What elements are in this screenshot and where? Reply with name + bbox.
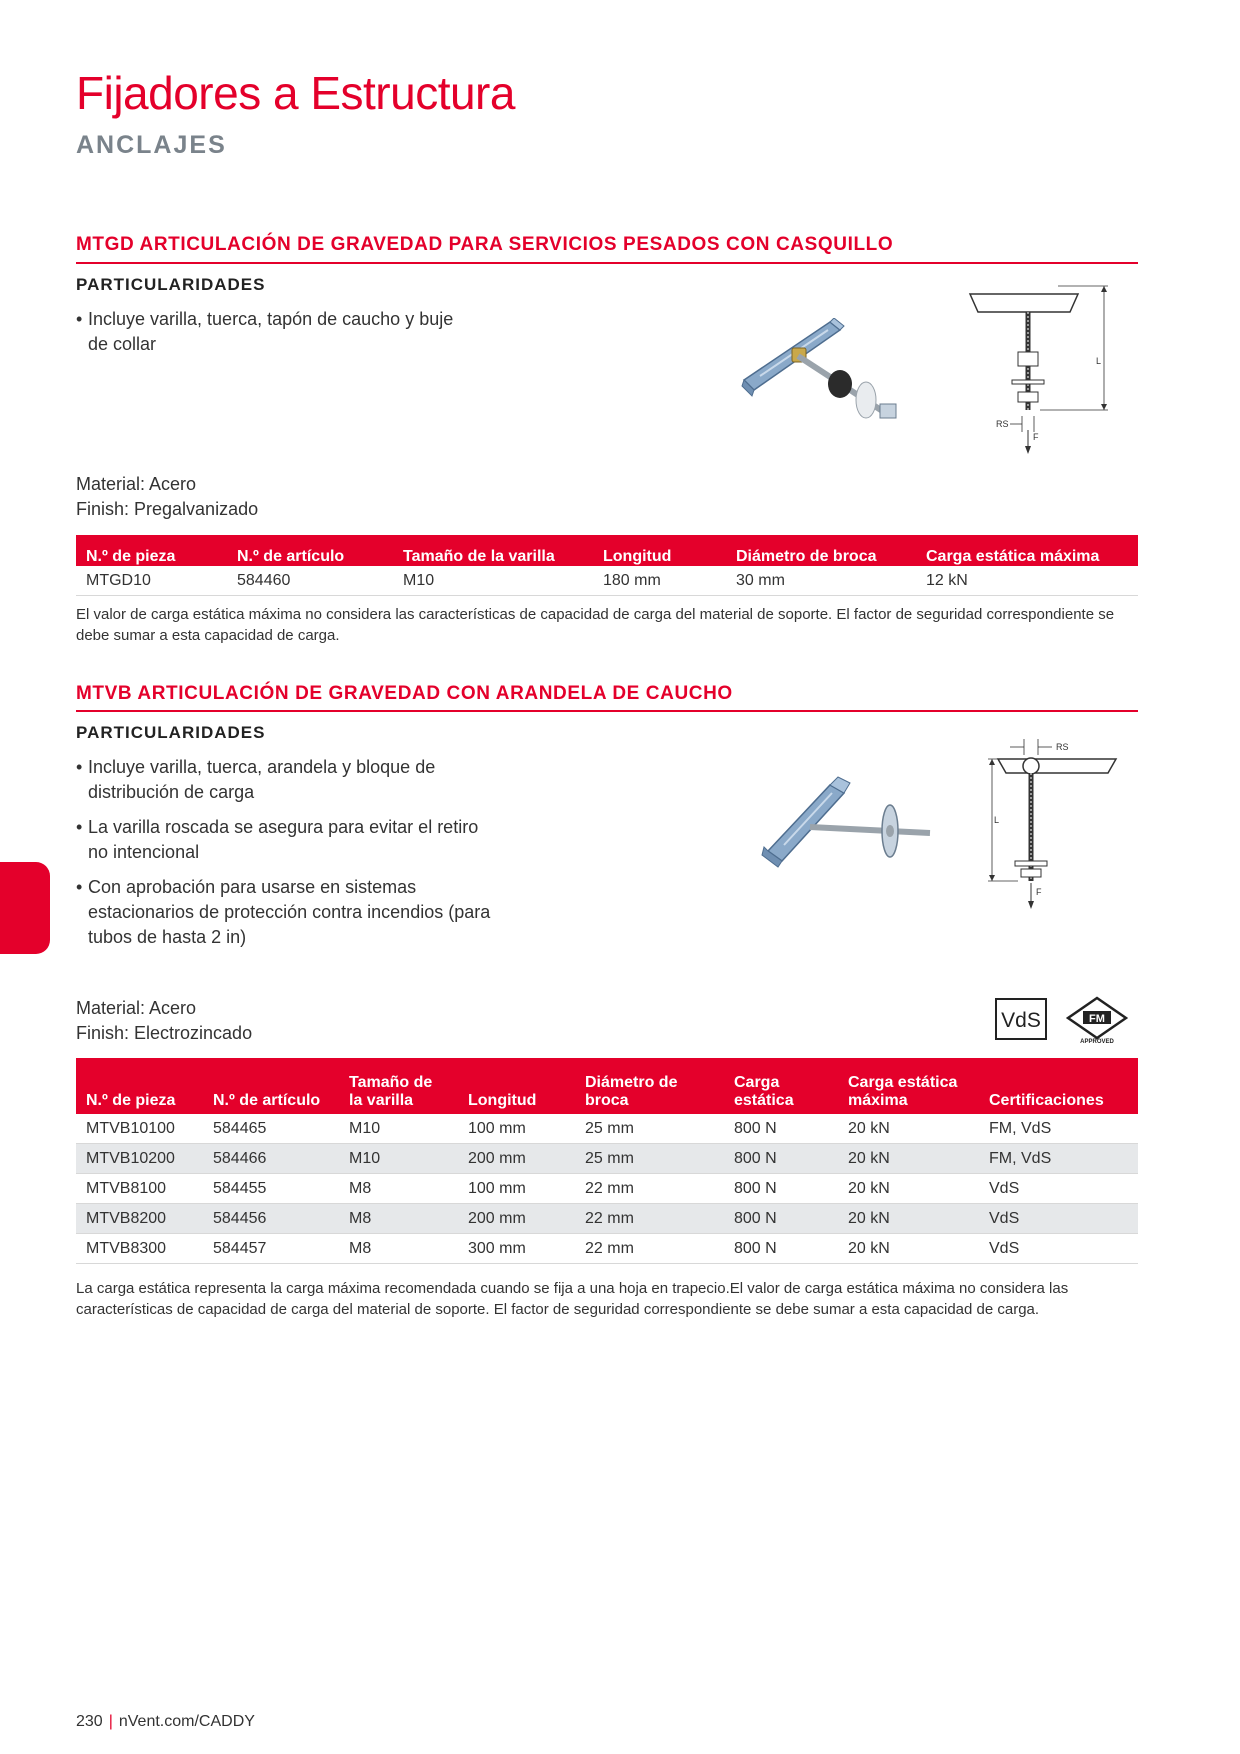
table-cell: 100 mm xyxy=(458,1114,575,1144)
section-heading-mtvb: MTVB ARTICULACIÓN DE GRAVEDAD CON ARANDELA DE CAUCHO xyxy=(76,683,733,704)
table-row xyxy=(76,1144,1138,1174)
table-cell: 25 mm xyxy=(575,1144,724,1174)
diagram-label-l: L xyxy=(994,815,1000,825)
footer-separator: | xyxy=(108,1713,113,1730)
table-row xyxy=(76,1204,1138,1234)
col-header: Tamaño de la varilla xyxy=(339,1058,458,1114)
mtvb-product-image xyxy=(760,775,940,875)
table-header-row xyxy=(76,535,1138,566)
col-header: Diámetro de broca xyxy=(726,535,916,566)
vds-logo-text: VdS xyxy=(1001,1009,1041,1032)
col-header: N.º de pieza xyxy=(76,535,227,566)
table-cell: 584455 xyxy=(203,1174,339,1204)
table-cell: VdS xyxy=(979,1204,1138,1234)
table-cell: M10 xyxy=(393,566,593,596)
table-cell: MTVB10200 xyxy=(76,1144,203,1174)
vds-certification-logo xyxy=(995,998,1047,1040)
section-heading-mtgd: MTGD ARTICULACIÓN DE GRAVEDAD PARA SERVICIOS PESADOS CON CASQUILLO xyxy=(76,234,894,255)
table-cell: 30 mm xyxy=(726,566,916,596)
table-cell: 200 mm xyxy=(458,1204,575,1234)
table-cell: FM, VdS xyxy=(979,1144,1138,1174)
table-cell: M8 xyxy=(339,1204,458,1234)
table-cell: 200 mm xyxy=(458,1144,575,1174)
section-rule xyxy=(76,262,1138,264)
mtgd-dimension-diagram xyxy=(968,280,1118,465)
table-cell: MTVB10100 xyxy=(76,1114,203,1144)
table-cell: 20 kN xyxy=(838,1144,979,1174)
section-rule xyxy=(76,710,1138,712)
table-cell: MTVB8200 xyxy=(76,1204,203,1234)
table-header-row xyxy=(76,1058,1138,1114)
table-cell: 800 N xyxy=(724,1174,838,1204)
table-note: El valor de carga estática máxima no considera las características de capacidad de carga del material de soporte. El factor de seguridad correspondiente se debe sumar a esta capacidad de carga. xyxy=(76,606,1115,644)
diagram-label-rs: RS xyxy=(1056,742,1069,752)
footer-website-link[interactable]: nVent.com/CADDY xyxy=(118,1713,255,1730)
table-row xyxy=(76,566,1138,596)
feature-item: • Incluye varilla, tuerca, tapón de caucho y buje de collar xyxy=(76,307,476,357)
features-heading: PARTICULARIDADES xyxy=(76,723,266,742)
table-row xyxy=(76,1234,1138,1264)
diagram-label-rs: RS xyxy=(996,419,1009,429)
table-cell: 20 kN xyxy=(838,1234,979,1264)
table-cell: 180 mm xyxy=(593,566,726,596)
table-cell: 584465 xyxy=(203,1114,339,1144)
diagram-label-f: F xyxy=(1033,432,1039,442)
col-header: N.º de pieza xyxy=(76,1058,203,1114)
feature-item: • Con aprobación para usarse en sistemas estacionarios de protección contra incendios (para tubos de hasta 2 in) xyxy=(76,875,496,950)
feature-item: • La varilla roscada se asegura para evitar el retiro no intencional xyxy=(76,815,496,865)
col-header: Diámetro de broca xyxy=(575,1058,724,1114)
page-number: 230 xyxy=(76,1713,103,1730)
mtgd-product-image xyxy=(740,318,920,433)
table-cell: 22 mm xyxy=(575,1204,724,1234)
table-cell: 100 mm xyxy=(458,1174,575,1204)
page-title: Fijadores a Estructura xyxy=(76,67,515,119)
section-tab-marker xyxy=(0,862,50,954)
table-cell: 22 mm xyxy=(575,1234,724,1264)
features-heading: PARTICULARIDADES xyxy=(76,275,266,294)
col-header: Longitud xyxy=(458,1058,575,1114)
table-cell: 800 N xyxy=(724,1144,838,1174)
material-info xyxy=(76,996,252,1046)
features-list xyxy=(76,755,496,960)
table-cell: 800 N xyxy=(724,1114,838,1144)
table-cell: FM, VdS xyxy=(979,1114,1138,1144)
mtvb-dimension-diagram xyxy=(978,733,1128,913)
table-cell: MTGD10 xyxy=(76,566,227,596)
finish-text: Finish: Electrozincado xyxy=(76,1023,253,1043)
table-note: La carga estática representa la carga máxima recomendada cuando se fija a una hoja en trapecio.El valor de carga estática máxima no considera las características de capacidad de carga del material de soporte. El factor de seguridad correspondiente se debe sumar a esta capacidad de carga. xyxy=(76,1280,1069,1318)
fm-logo-text: FM xyxy=(1089,1013,1105,1025)
col-header: Carga estática máxima xyxy=(916,535,1138,566)
material-text: Material: Acero xyxy=(76,998,197,1018)
table-cell: VdS xyxy=(979,1234,1138,1264)
diagram-label-l: L xyxy=(1096,356,1102,366)
table-cell: 584456 xyxy=(203,1204,339,1234)
table-row xyxy=(76,1114,1138,1144)
table-cell: M8 xyxy=(339,1234,458,1264)
table-cell: M10 xyxy=(339,1114,458,1144)
col-header: Certificaciones xyxy=(979,1058,1138,1114)
table-cell: 20 kN xyxy=(838,1114,979,1144)
page-footer xyxy=(76,1713,255,1731)
table-cell: VdS xyxy=(979,1174,1138,1204)
table-cell: 584466 xyxy=(203,1144,339,1174)
table-cell: M8 xyxy=(339,1174,458,1204)
table-cell: MTVB8300 xyxy=(76,1234,203,1264)
material-text: Material: Acero xyxy=(76,474,197,494)
mtgd-spec-table xyxy=(76,535,1138,596)
page-subtitle: ANCLAJES xyxy=(76,131,227,159)
table-cell: 20 kN xyxy=(838,1174,979,1204)
table-cell: 22 mm xyxy=(575,1174,724,1204)
fm-approved-logo xyxy=(1066,996,1128,1044)
col-header: Longitud xyxy=(593,535,726,566)
table-cell: 300 mm xyxy=(458,1234,575,1264)
col-header: Carga estática xyxy=(724,1058,838,1114)
mtvb-spec-table xyxy=(76,1058,1138,1264)
col-header: N.º de artículo xyxy=(203,1058,339,1114)
table-cell: M10 xyxy=(339,1144,458,1174)
table-cell: 25 mm xyxy=(575,1114,724,1144)
table-cell: 12 kN xyxy=(916,566,1138,596)
col-header: N.º de artículo xyxy=(227,535,393,566)
features-list xyxy=(76,307,476,367)
table-row xyxy=(76,1174,1138,1204)
table-cell: 800 N xyxy=(724,1204,838,1234)
feature-item: • Incluye varilla, tuerca, arandela y bloque de distribución de carga xyxy=(76,755,496,805)
material-info xyxy=(76,472,258,522)
table-cell: MTVB8100 xyxy=(76,1174,203,1204)
table-cell: 20 kN xyxy=(838,1204,979,1234)
table-cell: 584460 xyxy=(227,566,393,596)
table-cell: 800 N xyxy=(724,1234,838,1264)
table-cell: 584457 xyxy=(203,1234,339,1264)
col-header: Carga estática máxima xyxy=(838,1058,979,1114)
fm-logo-subtext: APPROVED xyxy=(1080,1039,1114,1044)
col-header: Tamaño de la varilla xyxy=(393,535,593,566)
finish-text: Finish: Pregalvanizado xyxy=(76,499,259,519)
diagram-label-f: F xyxy=(1036,887,1042,897)
